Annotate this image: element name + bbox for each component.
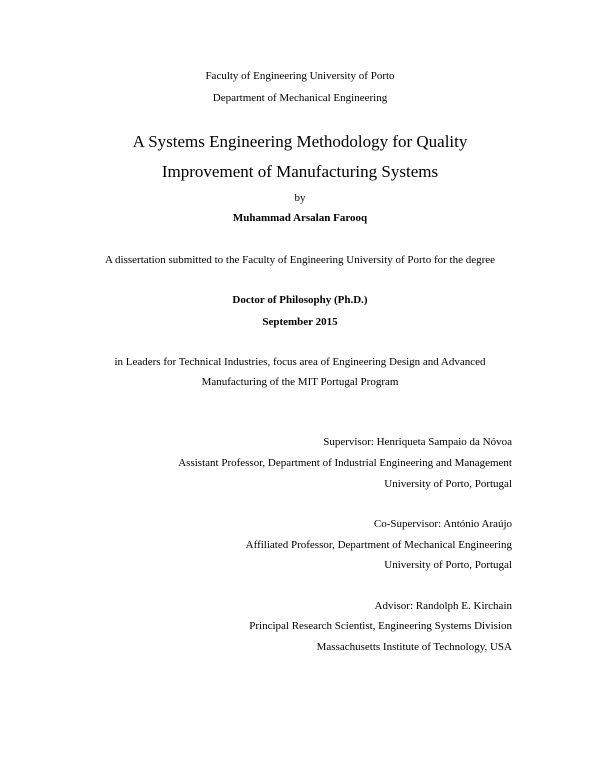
degree-name: Doctor of Philosophy (Ph.D.) [232,294,368,306]
supervisor-position: Assistant Professor, Department of Industrial Engineering and Management [178,457,512,469]
advisor-name: Advisor: Randolph E. Kirchain [374,600,512,612]
co-supervisor-name: Co-Supervisor: António Araújo [373,518,512,530]
submission-statement: A dissertation submitted to the Faculty of Engineering University of Porto for the degree [104,254,496,266]
program-line-1: in Leaders for Technical Industries, focus area of Engineering Design and Advanced [114,356,486,368]
advisor-position: Principal Research Scientist, Engineering Systems Division [249,620,512,632]
co-supervisor-position: Affiliated Professor, Department of Mechanical Engineering [245,539,512,551]
author-name: Muhammad Arsalan Farooq [232,212,368,224]
department-name: Department of Mechanical Engineering [212,92,388,104]
thesis-title-line-2: Improvement of Manufacturing Systems [161,162,439,181]
advisor-institution: Massachusetts Institute of Technology, USA [316,641,512,653]
program-line-2: Manufacturing of the MIT Portugal Program [201,376,399,388]
faculty-name: Faculty of Engineering University of Porto [205,70,395,82]
thesis-title-line-1: A Systems Engineering Methodology for Quality [132,132,468,151]
supervisor-institution: University of Porto, Portugal [384,478,512,490]
co-supervisor-institution: University of Porto, Portugal [384,559,512,571]
by-label: by [294,192,306,204]
supervisor-name: Supervisor: Henriqueta Sampaio da Nóvoa [323,436,512,448]
submission-date: September 2015 [262,316,338,328]
